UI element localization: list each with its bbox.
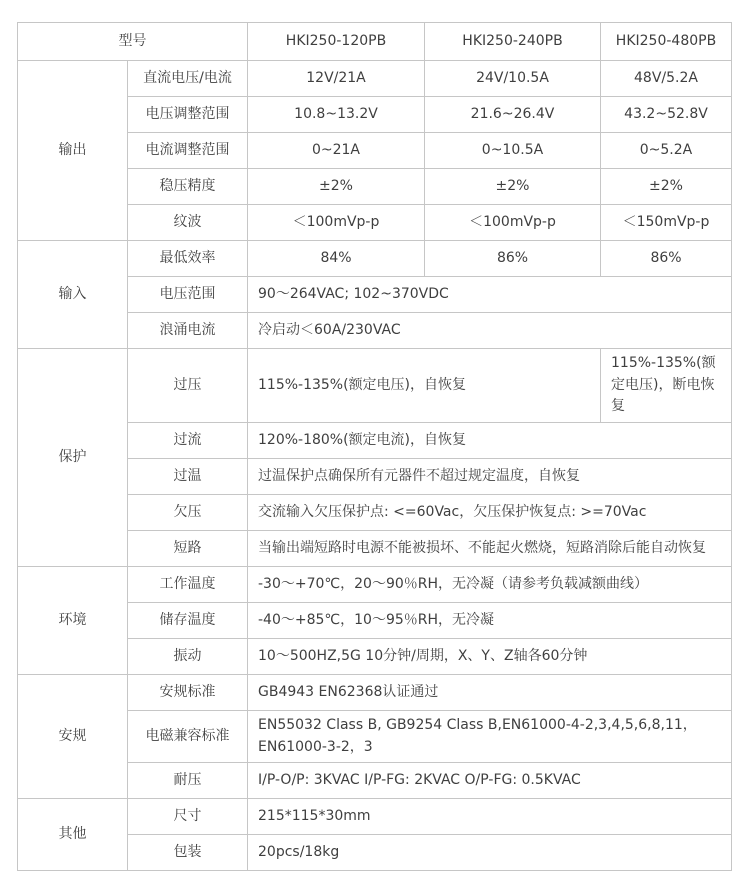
value-cell: 86% xyxy=(425,241,601,277)
value-cell: ＜100mVp-p xyxy=(248,205,425,241)
param-cell: 储存温度 xyxy=(128,603,248,639)
group-cell: 输入 xyxy=(18,241,128,349)
value-cell: 0~10.5A xyxy=(425,133,601,169)
value-cell: ±2% xyxy=(425,169,601,205)
header-model-cell: HKI250-240PB xyxy=(425,23,601,61)
value-cell: 12V/21A xyxy=(248,61,425,97)
param-cell: 欠压 xyxy=(128,495,248,531)
param-cell: 过压 xyxy=(128,349,248,423)
table-row xyxy=(18,567,732,603)
value-cell: ＜150mVp-p xyxy=(601,205,732,241)
param-cell: 过流 xyxy=(128,423,248,459)
value-cell: 0~21A xyxy=(248,133,425,169)
param-cell: 工作温度 xyxy=(128,567,248,603)
spec-table xyxy=(17,22,732,871)
value-cell: 24V/10.5A xyxy=(425,61,601,97)
value-cell: 21.6~26.4V xyxy=(425,97,601,133)
param-cell: 稳压精度 xyxy=(128,169,248,205)
value-cell: 120%-180%(额定电流)，自恢复 xyxy=(248,423,732,459)
param-cell: 电压范围 xyxy=(128,277,248,313)
value-cell: -40～+85℃，10～95％RH，无冷凝 xyxy=(248,603,732,639)
param-cell: 包装 xyxy=(128,835,248,871)
value-cell: 交流输入欠压保护点: <=60Vac，欠压保护恢复点: >=70Vac xyxy=(248,495,732,531)
param-cell: 短路 xyxy=(128,531,248,567)
param-cell: 直流电压/电流 xyxy=(128,61,248,97)
param-cell: 最低效率 xyxy=(128,241,248,277)
group-cell: 输出 xyxy=(18,61,128,241)
value-cell: 215*115*30mm xyxy=(248,799,732,835)
value-cell: 90～264VAC; 102~370VDC xyxy=(248,277,732,313)
param-cell: 电压调整范围 xyxy=(128,97,248,133)
value-cell: 115%-135%(额定电压)，自恢复 xyxy=(248,349,601,423)
value-cell: GB4943 EN62368认证通过 xyxy=(248,675,732,711)
value-cell: 86% xyxy=(601,241,732,277)
value-cell: 冷启动＜60A/230VAC xyxy=(248,313,732,349)
param-cell: 纹波 xyxy=(128,205,248,241)
spec-table-body xyxy=(18,23,732,871)
value-cell: ±2% xyxy=(248,169,425,205)
group-cell: 安规 xyxy=(18,675,128,799)
value-cell: EN55032 Class B, GB9254 Class B,EN61000-4-2,3,4,5,6,8,11，EN61000-3-2，3 xyxy=(248,711,732,763)
table-row xyxy=(18,61,732,97)
value-cell: 43.2~52.8V xyxy=(601,97,732,133)
value-cell: 10.8~13.2V xyxy=(248,97,425,133)
value-cell: 84% xyxy=(248,241,425,277)
value-cell: 0~5.2A xyxy=(601,133,732,169)
value-cell: 过温保护点确保所有元器件不超过规定温度，自恢复 xyxy=(248,459,732,495)
value-cell: 115%-135%(额定电压)，断电恢复 xyxy=(601,349,732,423)
value-cell: ±2% xyxy=(601,169,732,205)
param-cell: 电磁兼容标准 xyxy=(128,711,248,763)
value-cell: 10～500HZ,5G 10分钟/周期，X、Y、Z轴各60分钟 xyxy=(248,639,732,675)
group-cell: 其他 xyxy=(18,799,128,871)
header-row xyxy=(18,23,732,61)
param-cell: 电流调整范围 xyxy=(128,133,248,169)
table-row xyxy=(18,241,732,277)
param-cell: 耐压 xyxy=(128,763,248,799)
table-row xyxy=(18,799,732,835)
table-row xyxy=(18,349,732,423)
value-cell: 20pcs/18kg xyxy=(248,835,732,871)
header-model-cell: HKI250-120PB xyxy=(248,23,425,61)
group-cell: 环境 xyxy=(18,567,128,675)
param-cell: 尺寸 xyxy=(128,799,248,835)
param-cell: 振动 xyxy=(128,639,248,675)
value-cell: ＜100mVp-p xyxy=(425,205,601,241)
param-cell: 浪涌电流 xyxy=(128,313,248,349)
header-label-cell: 型号 xyxy=(18,23,248,61)
value-cell: -30～+70℃，20～90％RH，无冷凝（请参考负载减额曲线） xyxy=(248,567,732,603)
value-cell: 当输出端短路时电源不能被损坏、不能起火燃烧，短路消除后能自动恢复 xyxy=(248,531,732,567)
group-cell: 保护 xyxy=(18,349,128,567)
value-cell: I/P-O/P: 3KVAC I/P-FG: 2KVAC O/P-FG: 0.5KVAC xyxy=(248,763,732,799)
header-model-cell: HKI250-480PB xyxy=(601,23,732,61)
value-cell: 48V/5.2A xyxy=(601,61,732,97)
param-cell: 安规标准 xyxy=(128,675,248,711)
table-row xyxy=(18,675,732,711)
param-cell: 过温 xyxy=(128,459,248,495)
